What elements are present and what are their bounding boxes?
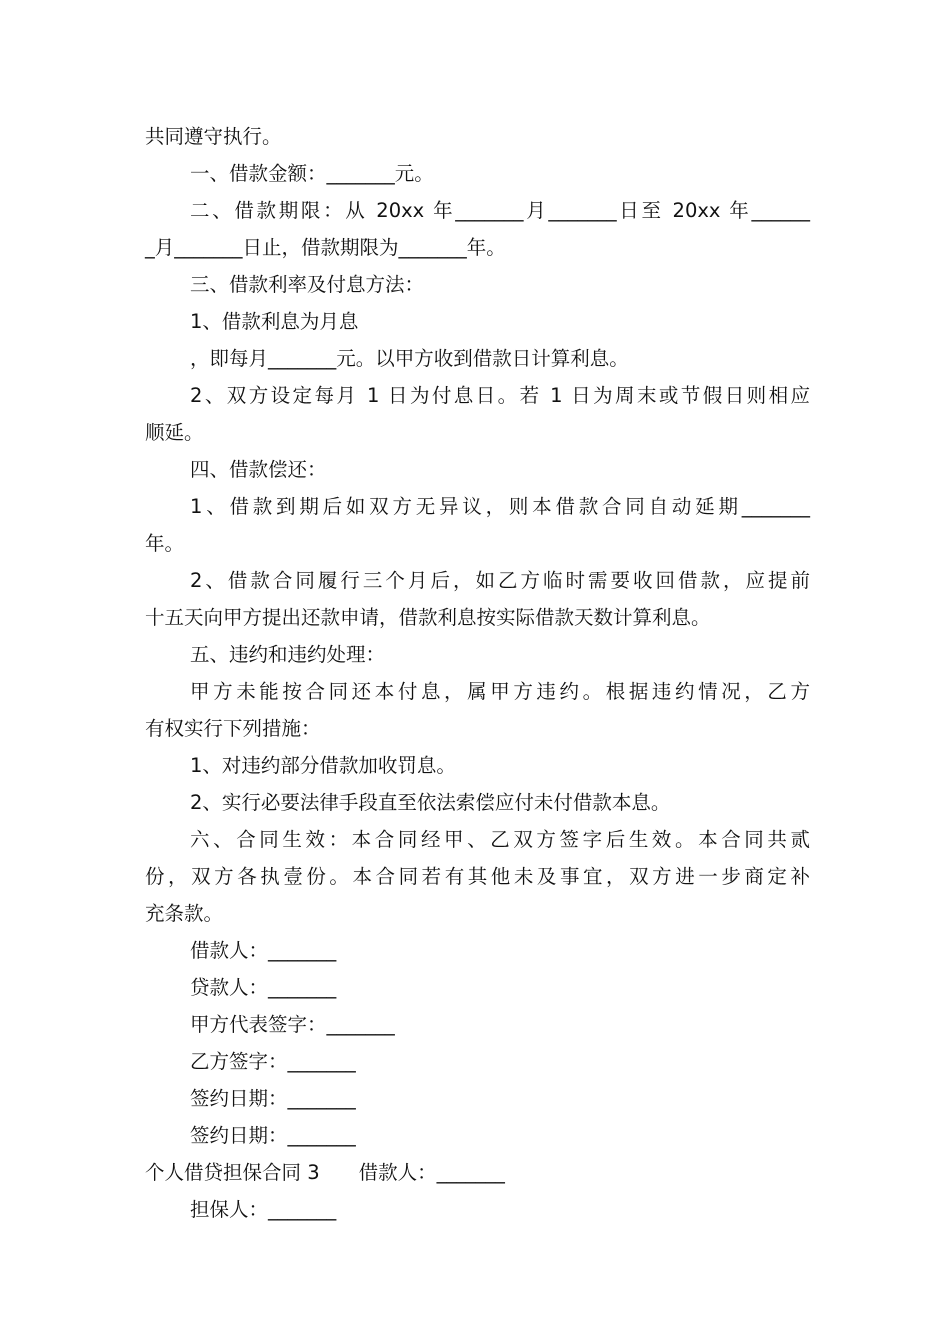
document-line: 份，双方各执壹份。本合同若有其他未及事宜，双方进一步商定补 xyxy=(145,865,810,888)
document-line: 签约日期：_______ xyxy=(190,1124,356,1147)
document-line: 二、借款期限：从 20xx 年_______月_______日至 20xx 年______ xyxy=(190,199,810,222)
document-line: 2、借款合同履行三个月后，如乙方临时需要收回借款，应提前 xyxy=(190,569,810,592)
document-line: 2、实行必要法律手段直至依法索偿应付未付借款本息。 xyxy=(190,791,671,814)
document-line: 有权实行下列措施： xyxy=(145,717,321,740)
document-line: 乙方签字：_______ xyxy=(190,1050,356,1073)
document-line: 十五天向甲方提出还款申请，借款利息按实际借款天数计算利息。 xyxy=(145,606,711,629)
document-line: 一、借款金额：_______元。 xyxy=(190,162,434,185)
document-line: 1、借款到期后如双方无异议，则本借款合同自动延期_______ xyxy=(190,495,810,518)
document-line: 签约日期：_______ xyxy=(190,1087,356,1110)
document-line: 个人借贷担保合同 3 借款人：_______ xyxy=(145,1161,505,1184)
document-line: _月_______日止，借款期限为_______年。 xyxy=(145,236,506,259)
document-line: 年。 xyxy=(145,532,185,555)
document-line: 甲方代表签字：_______ xyxy=(190,1013,395,1036)
document-line: 顺延。 xyxy=(145,421,204,444)
document-line: 2、双方设定每月 1 日为付息日。若 1 日为周末或节假日则相应 xyxy=(190,384,810,407)
document-line: 五、违约和违约处理： xyxy=(190,643,386,666)
document-line: 四、借款偿还： xyxy=(190,458,327,481)
document-line: 1、借款利息为月息 xyxy=(190,310,359,333)
document-line: 甲方未能按合同还本付息，属甲方违约。根据违约情况，乙方 xyxy=(190,680,810,703)
document-line: ，即每月_______元。以甲方收到借款日计算利息。 xyxy=(190,347,629,370)
document-line: 六、合同生效：本合同经甲、乙双方签字后生效。本合同共贰 xyxy=(190,828,810,851)
document-line: 担保人：_______ xyxy=(190,1198,337,1221)
document-line: 充条款。 xyxy=(145,902,224,925)
document-line: 共同遵守执行。 xyxy=(145,125,282,148)
document-line: 三、借款利率及付息方法： xyxy=(190,273,425,296)
document-line: 1、对违约部分借款加收罚息。 xyxy=(190,754,456,777)
document-line: 借款人：_______ xyxy=(190,939,337,962)
document-body xyxy=(145,118,810,1228)
document-line: 贷款人：_______ xyxy=(190,976,337,999)
